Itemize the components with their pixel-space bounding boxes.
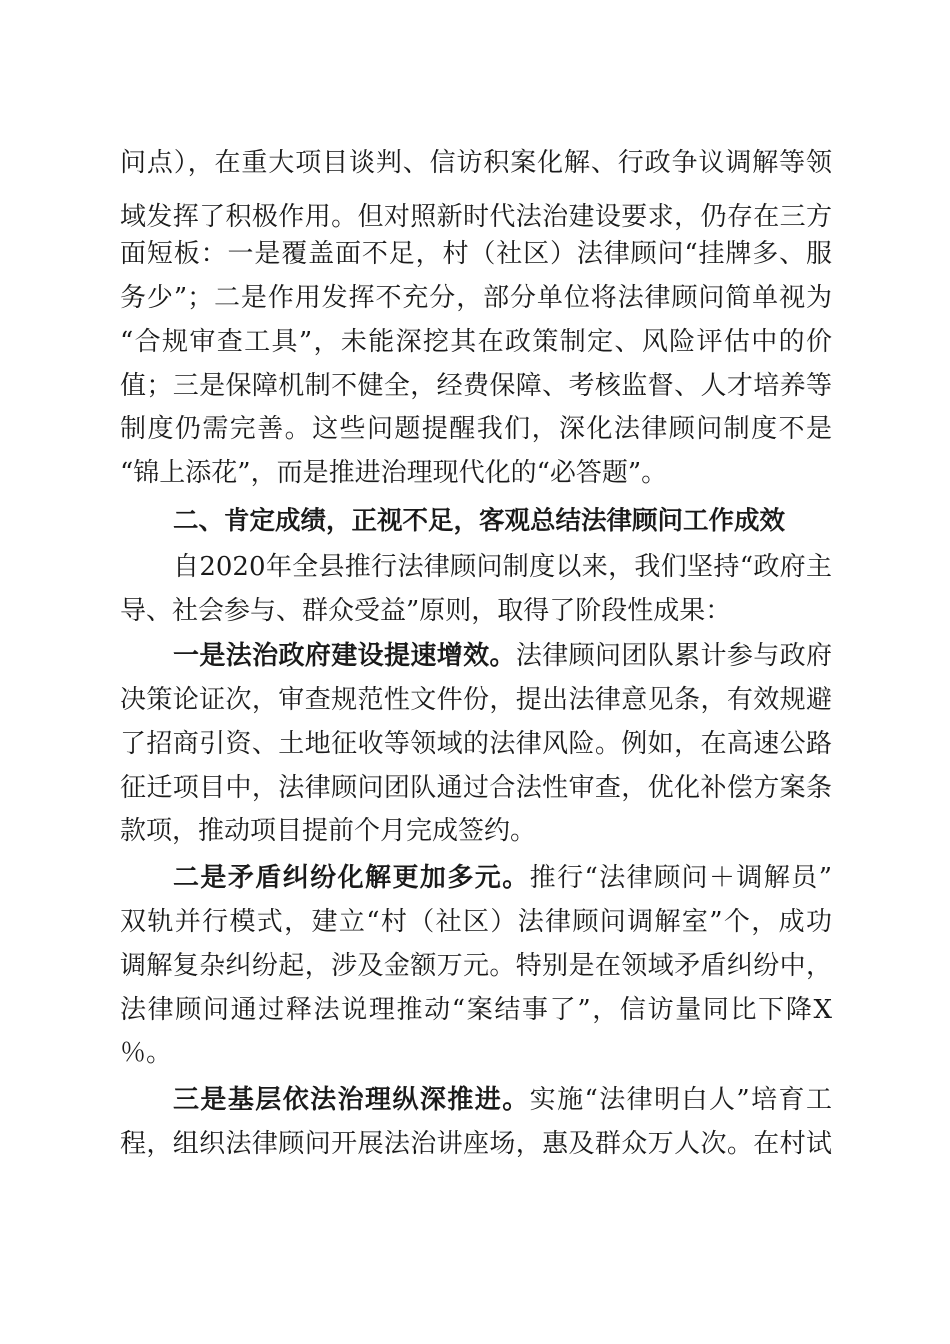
intro-line: 导、社会参与、群众受益”原则，取得了阶段性成果： — [120, 596, 732, 626]
body-line: 值；三是保障机制不健全，经费保障、考核监督、人才培养等 — [120, 371, 832, 401]
section1-line: 了招商引资、土地征收等领域的法律风险。例如，在高速公路 — [120, 729, 832, 759]
section2-first-rest: 推行“法律顾问＋调解员” — [529, 863, 832, 893]
section1-first-line — [173, 634, 832, 678]
section3-first-rest: 实施“法律明白人”培育工 — [529, 1085, 832, 1115]
section2-line: ％。 — [120, 1038, 173, 1068]
section2-line: 调解复杂纠纷起，涉及金额万元。特别是在领域矛盾纠纷中， — [120, 951, 832, 981]
body-line: “合规审查工具”，未能深挖其在政策制定、风险评估中的价 — [120, 327, 832, 357]
section1-lead: 一是法治政府建设提速增效。 — [173, 641, 516, 671]
intro-line: 自2020年全县推行法律顾问制度以来，我们坚持“政府主 — [173, 552, 832, 582]
body-line: 问点），在重大项目谈判、信访积案化解、行政争议调解等领 — [120, 148, 832, 178]
body-line: 制度仍需完善。这些问题提醒我们，深化法律顾问制度不是 — [120, 414, 832, 444]
section3-first-line — [173, 1078, 832, 1122]
section2-line: 双轨并行模式，建立“村（社区）法律顾问调解室”个，成功 — [120, 907, 832, 937]
section1-first-rest: 法律顾问团队累计参与政府 — [515, 641, 832, 671]
section-heading: 二、肯定成绩，正视不足，客观总结法律顾问工作成效 — [173, 506, 786, 536]
section3-line: 程，组织法律顾问开展法治讲座场，惠及群众万人次。在村试 — [120, 1129, 832, 1159]
section1-line: 征迁项目中，法律顾问团队通过合法性审查，优化补偿方案条 — [120, 773, 832, 803]
section2-first-line — [173, 856, 832, 900]
section1-line: 款项，推动项目提前个月完成签约。 — [120, 816, 537, 846]
section2-line: 法律顾问通过释法说理推动“案结事了”，信访量同比下降X — [120, 995, 832, 1025]
section1-line: 决策论证次，审查规范性文件份，提出法律意见条，有效规避 — [120, 685, 832, 715]
section2-lead: 二是矛盾纠纷化解更加多元。 — [173, 863, 530, 893]
body-line: 务少”；二是作用发挥不充分，部分单位将法律顾问简单视为 — [120, 283, 832, 313]
body-line: 域发挥了积极作用。但对照新时代法治建设要求，仍存在三方 — [120, 202, 832, 232]
section3-lead: 三是基层依法治理纵深推进。 — [173, 1085, 530, 1115]
body-line: “锦上添花”，而是推进治理现代化的“必答题”。 — [120, 458, 668, 488]
body-line: 面短板：一是覆盖面不足，村（社区）法律顾问“挂牌多、服 — [120, 239, 832, 269]
